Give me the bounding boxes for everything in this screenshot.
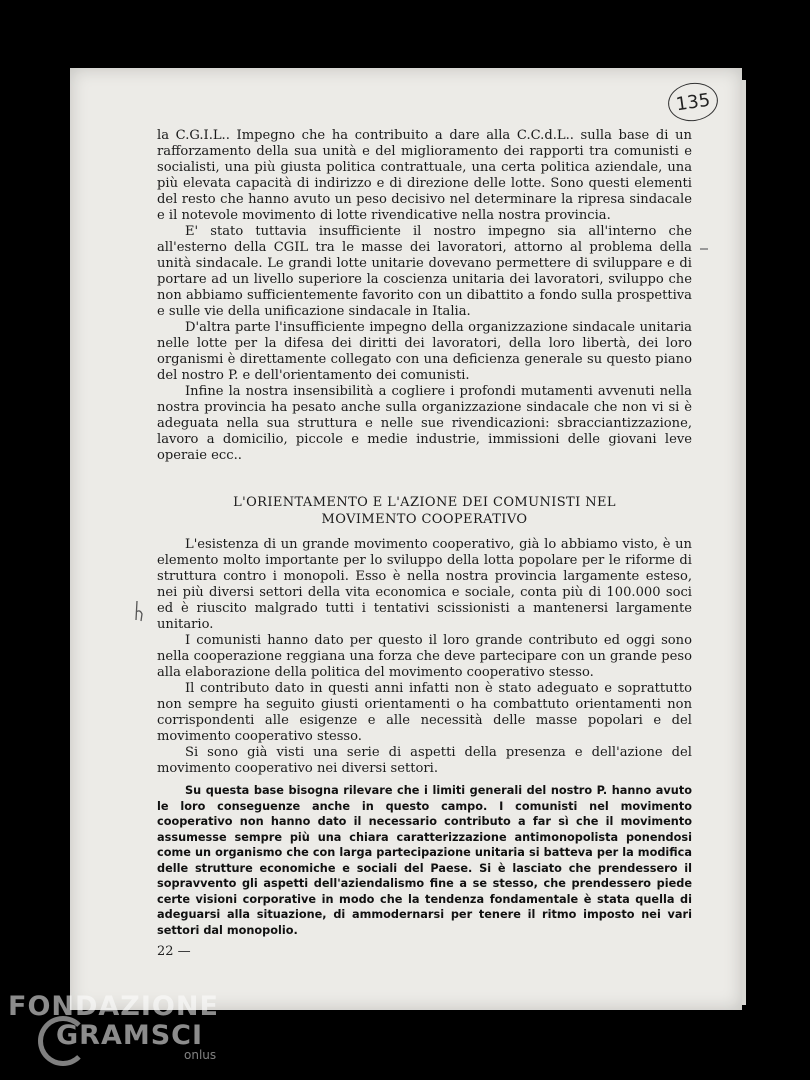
paragraph-5: L'esistenza di un grande movimento cooperativo, già lo abbiamo visto, è un elemento molto importante per lo sviluppo della lotta popolare per le riforme di struttura contro i monopoli. Esso è nella nostra provincia largamente esteso, nei più diversi settori della vita economica e sociale, conta più di 100.000 soci ed è riuscito malgrado tutti i tentativi scissionisti a mantenersi largamente unitario. [157,537,692,632]
margin-dash [700,248,708,250]
paragraph-7: Il contributo dato in questi anni infatti non è stato adeguato e soprattutto non sempre ha seguito giusti orientamenti o ha combattuto orientamenti non corrispondenti alle esigenze e alle necessità delle masse popolari e del movimento cooperativo stesso. [157,681,692,744]
section-sindacale [157,128,692,464]
fondazione-gramsci-watermark [8,991,219,1062]
paragraph-8: Si sono già visti una serie di aspetti della presenza e dell'azione del movimento cooperativo nei diversi settori. [157,745,692,776]
paragraph-6: I comunisti hanno dato per questo il loro grande contributo ed oggi sono nella cooperazione reggiana una forza che deve partecipare con un grande peso alla elaborazione della politica del movimento cooperativo stesso. [157,633,692,680]
paragraph-2: E' stato tuttavia insufficiente il nostro impegno sia all'interno che all'esterno della CGIL tra le masse dei lavoratori, attorno al problema della unità sindacale. Le grandi lotte unitarie dovevano permettere di sviluppare e di portare ad un livello superiore la coscienza unitaria dei lavoratori, sviluppo che non abbiamo sufficientemente favorito con un dibattito a fondo sulla prospettiva e sulle vie della unificazione sindacale in Italia. [157,224,692,319]
page-number: 22 — [157,944,191,959]
paragraph-3: D'altra parte l'insufficiente impegno della organizzazione sindacale unitaria nelle lotte per la difesa dei diritti dei lavoratori, della loro libertà, dei loro organismi è direttamente collegato con una deficienza generale su questo piano del nostro P. e dell'orientamento dei comunisti. [157,320,692,383]
handwritten-margin-mark [134,600,144,622]
section-cooperativo [157,537,692,777]
section-heading [157,494,692,528]
paragraph-4: Infine la nostra insensibilità a cogliere i profondi mutamenti avvenuti nella nostra provincia ha pesato anche sulla organizzazione sindacale che non vi si è adeguata nella sua struttura e nelle sue rivendicazioni: sbracciantizzazione, lavoro a domicilio, piccole e medie industrie, immissioni delle giovani leve operaie ecc.. [157,384,692,463]
watermark-line-2: GRAMSCI [56,1020,204,1051]
heading-line-1: L'ORIENTAMENTO E L'AZIONE DEI COMUNISTI NEL [233,495,616,510]
watermark-suffix: onlus [184,1048,217,1062]
watermark-line-1: FONDAZIONE [8,991,219,1022]
bold-paragraph [157,783,692,938]
heading-line-2: MOVIMENTO COOPERATIVO [321,512,528,527]
paragraph-1: la C.G.I.L.. Impegno che ha contribuito a dare alla C.C.d.L.. sulla base di un rafforzamento della sua unità e del miglioramento dei rapporti tra comunisti e socialisti, una più giusta politica contrattuale, una certa politica aziendale, una più elevata capacità di indirizzo e di direzione delle lotte. Sono questi elementi del resto che hanno avuto un peso decisivo nel determinare la ripresa sindacale e il notevole movimento di lotte rivendicative nella nostra provincia. [157,128,692,223]
bold-paragraph-text: Su questa base bisogna rilevare che i limiti generali del nostro P. hanno avuto le loro conseguenze anche in questo campo. I comunisti nel movimento cooperativo non hanno dato il necessario contributo a far sì che il movimento assumesse sempre più una chiara caratterizzazione antimonopolista ponendosi come un organismo che con larga partecipazione unitaria si batteva per la modifica delle strutture economiche e sociali del Paese. Si è lasciato che prendessero il sopravvento gli aspetti dell'aziendalismo fine a se stesso, che prendessero piede certe visioni corporative in modo che la tendenza fondamentale è stata quella di adeguarsi alla situazione, di ammodernarsi per tenere il ritmo imposto nei vari settori dal monopolio. [157,784,692,937]
stamp-number: 135 [674,89,712,115]
